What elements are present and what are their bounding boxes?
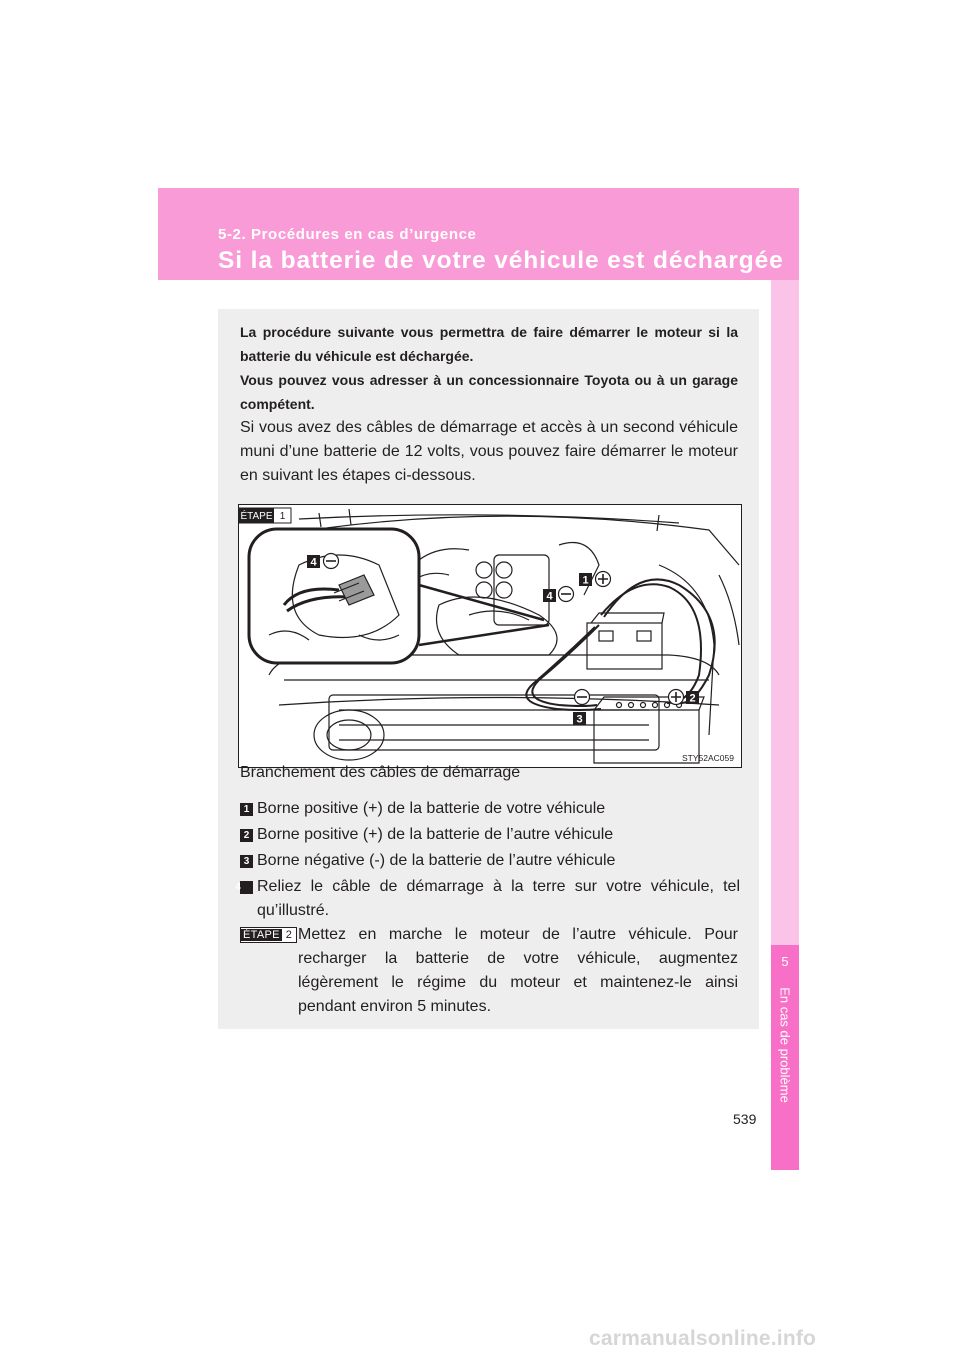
intro-paragraph: Si vous avez des câbles de démarrage et accès à un second véhicule muni d’une batterie de 12 volts, vous pouvez faire démarrer le moteur en suivant les étapes ci-dessous. [240,419,738,484]
legend-text-2: Borne positive (+) de la batterie de l’autre véhicule [257,826,614,843]
legend-item-1 [240,797,740,821]
legend-text-3: Borne négative (-) de la batterie de l’autre véhicule [257,852,616,869]
intro-bold-text [240,320,738,416]
chapter-number: 5 [781,954,789,969]
legend-number-2: 2 [240,829,253,842]
intro-bold-line2: Vous pouvez vous adresser à un concessionnaire Toyota ou à un garage compétent. [240,372,738,412]
page-number: 539 [733,1111,757,1127]
section-label: 5-2. Procédures en cas d’urgence [218,226,477,243]
legend-number-4: 4 [240,881,253,894]
legend-number-3: 3 [240,855,253,868]
page-title: Si la batterie de votre véhicule est déchargée [218,247,784,274]
figure-code: STY52AC059 [682,753,734,763]
legend-item-2 [240,823,740,847]
callout-2: 2 [689,692,696,705]
intro-bold-line1: La procédure suivante vous permettra de faire démarrer le moteur si la batterie du véhicule est déchargée. [240,324,738,364]
legend-item-3 [240,849,740,873]
jump-start-illustration [238,504,742,768]
legend-text-1: Borne positive (+) de la batterie de votre véhicule [257,800,606,817]
chapter-name: En cas de problème [777,987,793,1103]
callout-3: 3 [576,713,583,726]
step-2-num: 2 [285,929,292,941]
step-2-badge [240,927,297,943]
legend-text-4: Reliez le câble de démarrage à la terre sur votre véhicule, tel qu’illustré. [257,878,740,919]
callout-4: 4 [546,590,553,603]
callout-1: 1 [582,574,589,587]
legend-item-4 [235,875,740,923]
watermark: carmanualsonline.info [589,1327,817,1350]
callout-4-inset: 4 [310,556,317,569]
step-2-text: Mettez en marche le moteur de l’autre véhicule. Pour recharger la batterie de votre véhicule, augmentez légèrement le régime du moteur et maintenez-le ainsi pendant environ 5 minutes. [298,926,738,1015]
figure-step-num: 1 [279,511,286,522]
step-2-word: ÉTAPE [243,929,280,941]
engine-bay-drawing [239,505,741,767]
legend-number-1: 1 [240,803,253,816]
figure-step-word: ÉTAPE [240,511,273,522]
figure-caption: Branchement des câbles de démarrage [240,764,521,781]
